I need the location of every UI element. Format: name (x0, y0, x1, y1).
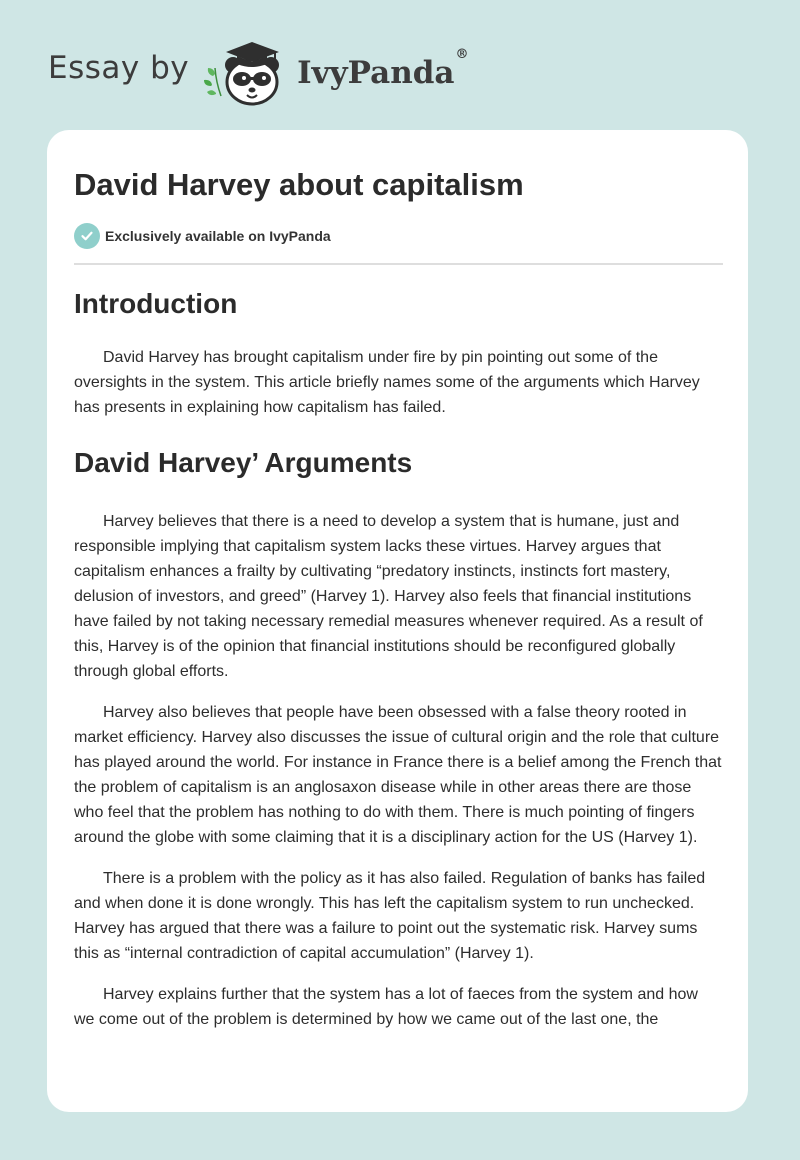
section-introduction (74, 287, 722, 420)
essay-title: David Harvey about capitalism (74, 167, 524, 202)
registered-mark: ® (455, 47, 469, 62)
paragraph: Harvey also believes that people have been obsessed with a false theory rooted in market efficiency. Harvey also discusses the issue of cultural origin and the role that culture has played around the world. For instance in France there is a belief among the French that the problem of capitalism is an anglosaxon disease while in other areas there are those who feel that the problem has nothing to do with them. There is much pointing of fingers around the globe with some claiming that it is a disciplinary action for the US (Harvey 1). (74, 704, 722, 846)
badge-label: Exclusively available on IvyPanda (105, 228, 331, 244)
exclusive-badge (74, 222, 722, 250)
brand-name-text: IvyPanda (297, 55, 455, 91)
panda-logo-icon (203, 34, 293, 110)
paragraph: Harvey explains further that the system has a lot of faeces from the system and how we come out of the problem is determined by how we came out of the last one, the (74, 986, 698, 1028)
brand-prefix: Essay by (48, 50, 190, 86)
paragraph: There is a problem with the policy as it has also failed. Regulation of banks has failed and when done it is done wrongly. This has left the capitalism system to run unchecked. Harvey has argued that there was a failure to point out the systematic risk. Harvey sums this as “internal contradiction of capital accumulation” (Harvey 1). (74, 870, 706, 962)
section-heading-arguments: David Harvey’ Arguments (74, 447, 413, 478)
divider (74, 263, 723, 265)
essay-card (47, 130, 748, 1112)
section-arguments (74, 446, 722, 1032)
brand-header (48, 34, 469, 110)
section-heading-introduction: Introduction (74, 288, 238, 319)
check-icon (74, 223, 100, 249)
paragraph: Harvey believes that there is a need to develop a system that is humane, just and responsible implying that capitalism system lacks these virtues. Harvey argues that capitalism enhances a frailty by cultivating “predatory instincts, instincts fort mastery, delusion of investors, and greed” (Harvey 1). Harvey also feels that financial institutions have failed by not taking necessary remedial measures whenever required. As a result of this, Harvey is of the opinion that financial institutions should be reconfigured globally through global efforts. (74, 513, 703, 680)
brand-name (297, 47, 469, 91)
paragraph: David Harvey has brought capitalism under fire by pin pointing out some of the oversights in the system. This article briefly names some of the arguments which Harvey has presents in explaining how capitalism has failed. (74, 349, 700, 416)
